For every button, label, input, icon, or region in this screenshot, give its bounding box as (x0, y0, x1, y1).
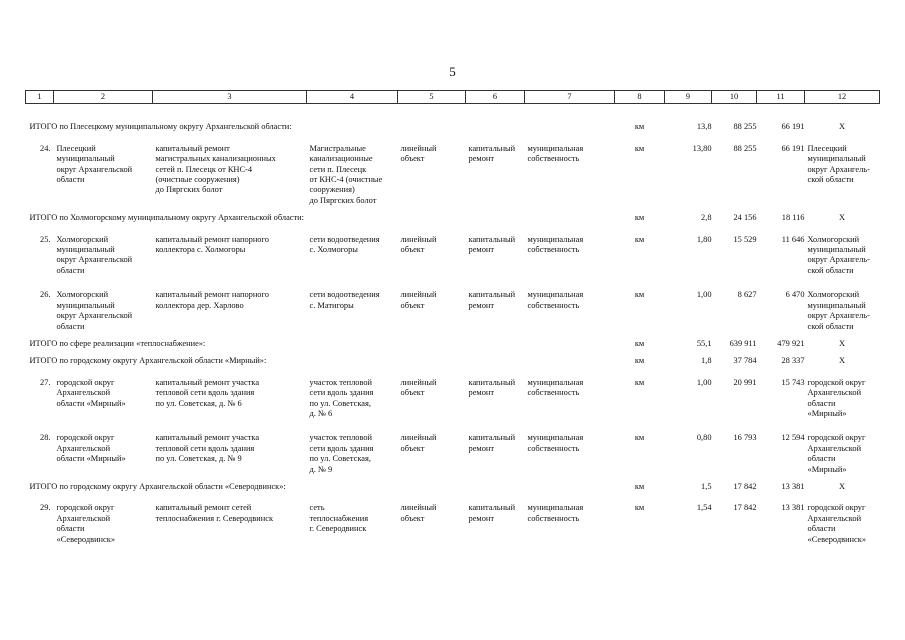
work-description-cell: капитальный ремонт сетей теплоснабжения г. Северодвинск (155, 503, 274, 523)
work-kind-cell: капитальный ремонт (468, 377, 516, 398)
work-kind-cell: капитальный ремонт (468, 234, 516, 255)
municipality-cell: городской округ Архангельской области «Мирный» (56, 377, 126, 408)
ownership-cell: муниципальная собственность (527, 503, 584, 523)
column-number: 12 (805, 91, 880, 104)
subtotal-unit: км (634, 213, 645, 223)
subtotal-cost: 17 842 (733, 481, 757, 491)
column-number: 3 (153, 91, 307, 104)
spacer-cell (26, 206, 880, 213)
subtotal-note: Х (838, 122, 846, 132)
unit-cell: км (634, 290, 645, 300)
subtotal-length: 13,8 (696, 122, 712, 132)
subtotal-unit: км (634, 338, 645, 348)
subtotal-funding: 479 921 (777, 338, 805, 348)
spacer-cell (26, 492, 880, 503)
row-spacer (26, 475, 880, 482)
subtotal-row (26, 339, 880, 349)
length-cell: 1,80 (696, 234, 712, 244)
subtotal-length: 1,8 (701, 356, 712, 366)
unit-cell: км (634, 234, 645, 244)
investment-table (25, 90, 880, 545)
column-number: 4 (307, 91, 398, 104)
row-spacer (26, 492, 880, 503)
funding-cell: 13 381 (781, 503, 805, 513)
municipality-cell: Плесецкий муниципальный округ Архангельской области (56, 143, 133, 185)
work-kind-cell: капитальный ремонт (468, 143, 516, 164)
subtotal-note: Х (838, 213, 846, 223)
object-cell: сети водоотведения с. Матигоры (309, 290, 380, 310)
funding-cell: 15 743 (781, 377, 805, 387)
column-number: 2 (54, 91, 153, 104)
table-row (26, 433, 880, 475)
column-number: 9 (665, 91, 712, 104)
object-cell: Магистральные канализационные сети п. Плесецк от КНС-4 (очистные сооружения) до Пяргских болот (309, 143, 383, 205)
object-type-cell: линейный объект (400, 503, 437, 523)
cost-cell: 8 627 (737, 290, 757, 300)
row-spacer (26, 133, 880, 144)
subtotal-row (26, 482, 880, 492)
subtotal-row (26, 356, 880, 366)
length-cell: 1,00 (696, 290, 712, 300)
subtotal-row (26, 122, 880, 132)
length-cell: 1,00 (696, 377, 712, 387)
object-cell: участок тепловой сети вдоль здания по ул. Советская, д. № 9 (309, 433, 374, 474)
table-row (26, 378, 880, 420)
object-cell: сеть теплоснабжения г. Северодвинск (309, 503, 369, 534)
subtotal-cost: 88 255 (733, 122, 757, 132)
work-description-cell: капитальный ремонт участка тепловой сети вдоль здания по ул. Советская, д. № 9 (155, 433, 260, 464)
subtotal-label: ИТОГО по сфере реализации «теплоснабжение»: (29, 338, 206, 348)
length-cell: 1,54 (696, 503, 712, 513)
spacer-cell (26, 419, 880, 433)
subtotal-label: ИТОГО по городскому округу Архангельской области «Мирный»: (29, 356, 267, 366)
column-number: 7 (525, 91, 615, 104)
column-number: 11 (757, 91, 805, 104)
object-type-cell: линейный объект (400, 143, 437, 164)
table-row (26, 290, 880, 332)
object-type-cell: линейный объект (400, 290, 437, 310)
funding-cell: 6 470 (785, 290, 805, 300)
subtotal-label: ИТОГО по Холмогорскому муниципальному округу Архангельской области: (29, 213, 304, 223)
funding-cell: 11 646 (781, 234, 805, 244)
length-cell: 13,80 (692, 143, 712, 153)
work-description-cell: капитальный ремонт напорного коллектора дер. Харлово (155, 290, 269, 310)
row-number: 24. (40, 143, 51, 153)
row-spacer (26, 367, 880, 378)
spacer-cell (26, 475, 880, 482)
work-kind-cell: капитальный ремонт (468, 433, 516, 453)
object-cell: сети водоотведения с. Холмогоры (309, 234, 380, 255)
row-spacer (26, 206, 880, 213)
row-number: 27. (40, 377, 51, 387)
cost-cell: 17 842 (733, 503, 757, 513)
work-kind-cell: капитальный ремонт (468, 503, 516, 523)
municipality-cell: городской округ Архангельской области «Мирный» (56, 433, 126, 464)
subtotal-cost: 24 156 (733, 213, 757, 223)
subtotal-funding: 28 337 (781, 356, 805, 366)
unit-cell: км (634, 377, 645, 387)
subtotal-row (26, 213, 880, 223)
recipient-cell: Плесецкий муниципальный округ Архангель- ской области (807, 143, 870, 185)
subtotal-note: Х (838, 481, 846, 491)
ownership-cell: муниципальная собственность (527, 433, 584, 453)
object-type-cell: линейный объект (400, 377, 437, 398)
funding-cell: 12 594 (781, 433, 805, 443)
subtotal-funding: 13 381 (781, 481, 805, 491)
subtotal-note: Х (838, 356, 846, 366)
work-description-cell: капитальный ремонт магистральных канализационных сетей п. Плесецк от КНС-4 (очистные сооружения) до Пяргских болот (155, 143, 276, 195)
cost-cell: 16 793 (733, 433, 757, 443)
object-type-cell: линейный объект (400, 433, 437, 453)
row-number: 28. (40, 433, 51, 443)
ownership-cell: муниципальная собственность (527, 377, 584, 398)
row-number: 26. (40, 290, 51, 300)
row-spacer (26, 419, 880, 433)
ownership-cell: муниципальная собственность (527, 290, 584, 310)
unit-cell: км (634, 143, 645, 153)
object-cell: участок тепловой сети вдоль здания по ул. Советская, д. № 6 (309, 377, 374, 418)
spacer-cell (26, 224, 880, 235)
spacer-cell (26, 349, 880, 356)
recipient-cell: городской округ Архангельской области «Мирный» (807, 377, 866, 418)
spacer-cell (26, 276, 880, 290)
column-number: 8 (615, 91, 665, 104)
recipient-cell: Холмогорский муниципальный округ Архангель- ской области (807, 290, 870, 331)
recipient-cell: Холмогорский муниципальный округ Архангель- ской области (807, 234, 870, 275)
subtotal-label: ИТОГО по Плесецкому муниципальному округу Архангельской области: (29, 122, 292, 132)
subtotal-note: Х (838, 338, 846, 348)
page-number: 5 (449, 64, 456, 79)
spacer-cell (26, 367, 880, 378)
row-spacer (26, 224, 880, 235)
municipality-cell: городской округ Архангельской области «Северодвинск» (56, 503, 116, 544)
table-row (26, 503, 880, 545)
subtotal-length: 1,5 (701, 481, 712, 491)
ownership-cell: муниципальная собственность (527, 234, 584, 255)
subtotal-unit: км (634, 122, 645, 132)
subtotal-funding: 18 116 (781, 213, 805, 223)
municipality-cell: Холмогорский муниципальный округ Архангельской области (56, 290, 133, 331)
length-cell: 0,80 (696, 433, 712, 443)
funding-cell: 66 191 (781, 143, 805, 153)
column-number-row (26, 91, 880, 104)
work-description-cell: капитальный ремонт участка тепловой сети вдоль здания по ул. Советская, д. № 6 (155, 377, 260, 408)
column-number: 10 (712, 91, 757, 104)
recipient-cell: городской округ Архангельской области «Мирный» (807, 433, 866, 474)
work-kind-cell: капитальный ремонт (468, 290, 516, 310)
subtotal-cost: 37 784 (733, 356, 757, 366)
unit-cell: км (634, 503, 645, 513)
object-type-cell: линейный объект (400, 234, 437, 255)
spacer-cell (26, 133, 880, 144)
column-number: 1 (26, 91, 54, 104)
table-row (26, 235, 880, 277)
row-number: 25. (40, 234, 51, 244)
cost-cell: 20 991 (733, 377, 757, 387)
unit-cell: км (634, 433, 645, 443)
cost-cell: 88 255 (733, 143, 757, 153)
spacer-cell (26, 104, 880, 123)
subtotal-unit: км (634, 481, 645, 491)
subtotal-length: 2,8 (701, 213, 712, 223)
row-spacer (26, 349, 880, 356)
column-number: 6 (466, 91, 525, 104)
subtotal-length: 55,1 (696, 338, 712, 348)
subtotal-unit: км (634, 356, 645, 366)
subtotal-cost: 639 911 (729, 338, 757, 348)
table-row (26, 144, 880, 206)
subtotal-funding: 66 191 (781, 122, 805, 132)
row-spacer (26, 276, 880, 290)
municipality-cell: Холмогорский муниципальный округ Архангельской области (56, 234, 133, 275)
ownership-cell: муниципальная собственность (527, 143, 584, 164)
cost-cell: 15 529 (733, 234, 757, 244)
row-spacer (26, 104, 880, 123)
row-spacer (26, 332, 880, 339)
subtotal-label: ИТОГО по городскому округу Архангельской области «Северодвинск»: (29, 481, 286, 491)
work-description-cell: капитальный ремонт напорного коллектора с. Холмогоры (155, 234, 269, 255)
table-body (26, 104, 880, 545)
row-number: 29. (40, 503, 51, 513)
column-number: 5 (398, 91, 466, 104)
recipient-cell: городской округ Архангельской области «Северодвинск» (807, 503, 867, 544)
spacer-cell (26, 332, 880, 339)
